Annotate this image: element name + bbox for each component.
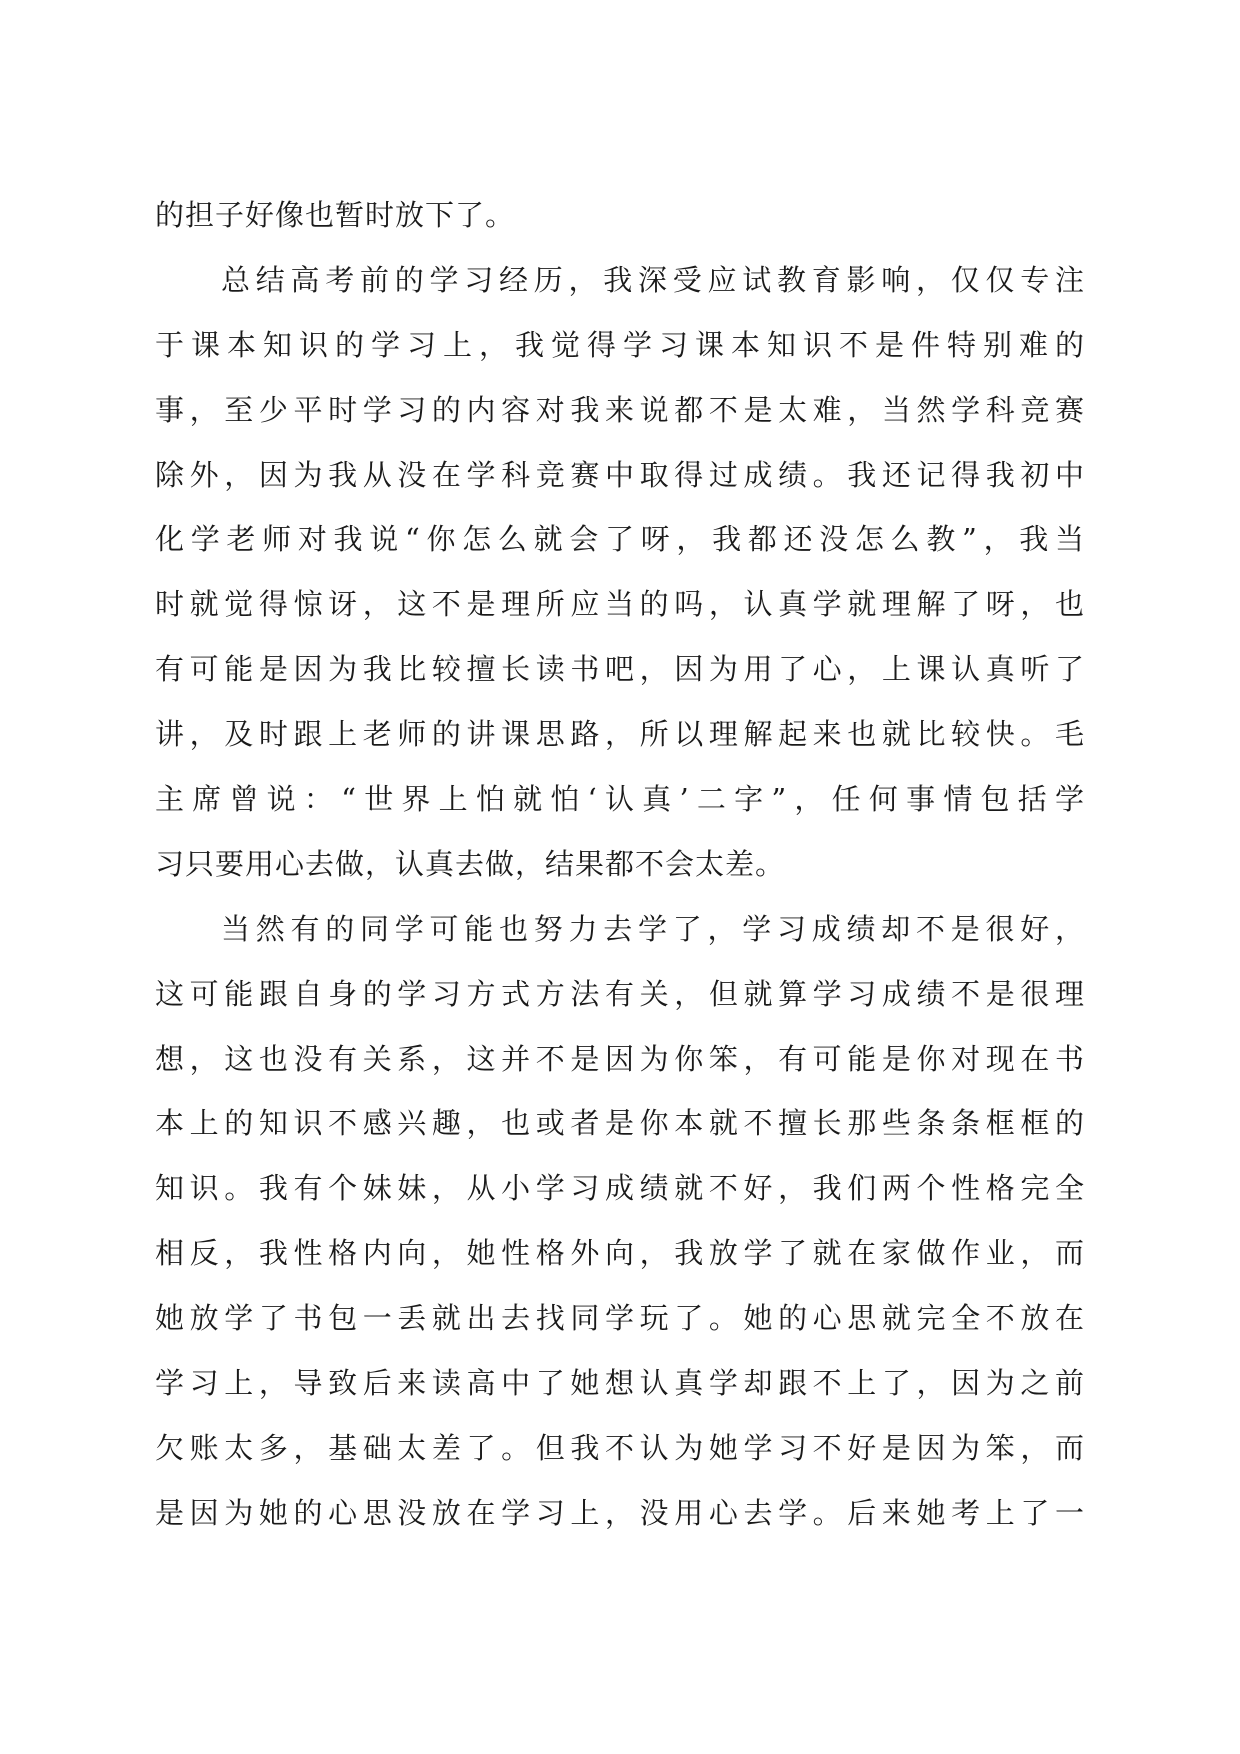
text-line-8: 有可能是因为我比较擅长读书吧，因为用了心，上课认真听了 [155,652,1085,687]
text-line-16: 知识。我有个妹妹，从小学习成绩就不好，我们两个性格完全 [155,1171,1085,1206]
text-line-17: 相反，我性格内向，她性格外向，我放学了就在家做作业，而 [155,1236,1085,1271]
text-line-14: 想，这也没有关系，这并不是因为你笨，有可能是你对现在书 [155,1041,1085,1076]
text-line-11: 习只要用心去做，认真去做，结果都不会太差。 [155,846,786,881]
text-line-10: 主席曾说：“世界上怕就怕‘认真’二字”，任何事情包括学 [155,782,1085,817]
text-line-15: 本上的知识不感兴趣，也或者是你本就不擅长那些条条框框的 [155,1106,1085,1141]
text-line-21: 是因为她的心思没放在学习上，没用心去学。后来她考上了一 [155,1495,1085,1530]
text-line-2: 总结高考前的学习经历，我深受应试教育影响，仅仅专注 [221,262,1085,297]
body-text [155,183,1085,1546]
text-line-19: 学习上，导致后来读高中了她想认真学却跟不上了，因为之前 [155,1366,1085,1401]
text-line-13: 这可能跟自身的学习方式方法有关，但就算学习成绩不是很理 [155,976,1085,1011]
text-line-20: 欠账太多，基础太差了。但我不认为她学习不好是因为笨，而 [155,1430,1085,1465]
text-line-5: 除外，因为我从没在学科竞赛中取得过成绩。我还记得我初中 [155,457,1085,492]
text-line-9: 讲，及时跟上老师的讲课思路，所以理解起来也就比较快。毛 [155,717,1085,752]
text-line-1: 的担子好像也暂时放下了。 [155,198,516,232]
text-line-7: 时就觉得惊讶，这不是理所应当的吗，认真学就理解了呀，也 [155,587,1085,622]
text-line-3: 于课本知识的学习上，我觉得学习课本知识不是件特别难的 [155,327,1085,362]
text-line-18: 她放学了书包一丢就出去找同学玩了。她的心思就完全不放在 [155,1301,1085,1336]
text-line-6: 化学老师对我说“你怎么就会了呀，我都还没怎么教”，我当 [155,522,1085,557]
text-line-12: 当然有的同学可能也努力去学了，学习成绩却不是很好， [221,911,1085,946]
text-line-4: 事，至少平时学习的内容对我来说都不是太难，当然学科竞赛 [155,392,1085,427]
